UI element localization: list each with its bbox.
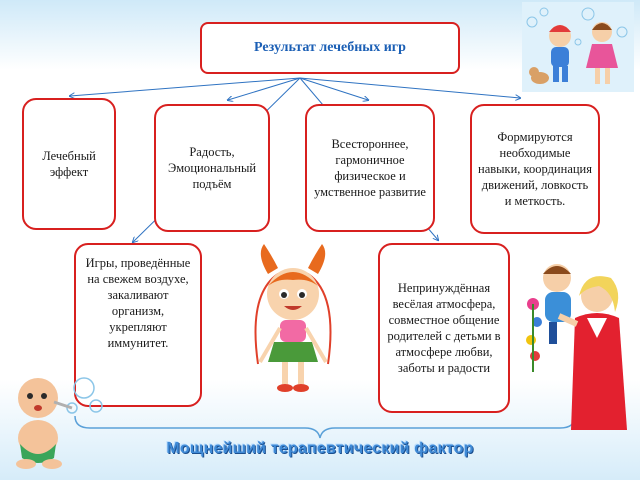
arrow-to-therapeutic-effect: [70, 78, 300, 96]
diagram-title: Результат лечебных игр: [254, 40, 406, 55]
conclusion-title: Мощнейший терапевтический фактор: [166, 440, 474, 457]
box-joy: [154, 104, 270, 232]
baby-blowing-bubbles-icon: [8, 368, 106, 472]
box-atmosphere-text: Непринуждённая весёлая атмосфера, совместное общение родителей с детьми в атмосфере любви, заботы и радости: [387, 281, 501, 375]
bottom-bracket: [75, 416, 575, 438]
box-therapeutic-effect: [22, 98, 116, 230]
arrow-to-skills: [300, 78, 520, 98]
box-joy-text: Радость, Эмоциональный подъём: [167, 145, 257, 191]
box-skills: [470, 104, 600, 234]
girl-jumping-rope-icon: [238, 244, 348, 404]
title-box: [200, 22, 460, 74]
box-outdoor-text: Игры, проведённые на свежем воздухе, закаливают организм, укрепляют иммунитет.: [85, 256, 191, 350]
box-atmosphere: [378, 243, 510, 413]
box-skills-text: Формируются необходимые навыки, координация движений, ловкость и меткость.: [478, 130, 592, 208]
children-playing-bubbles-icon: [522, 2, 634, 92]
box-development: [305, 104, 435, 232]
mother-with-child-icon: [515, 252, 637, 430]
box-development-text: Всестороннее, гармоничное физическое и умственное развитие: [314, 137, 426, 199]
box-therapeutic-effect-text: Лечебный эффект: [42, 149, 96, 179]
